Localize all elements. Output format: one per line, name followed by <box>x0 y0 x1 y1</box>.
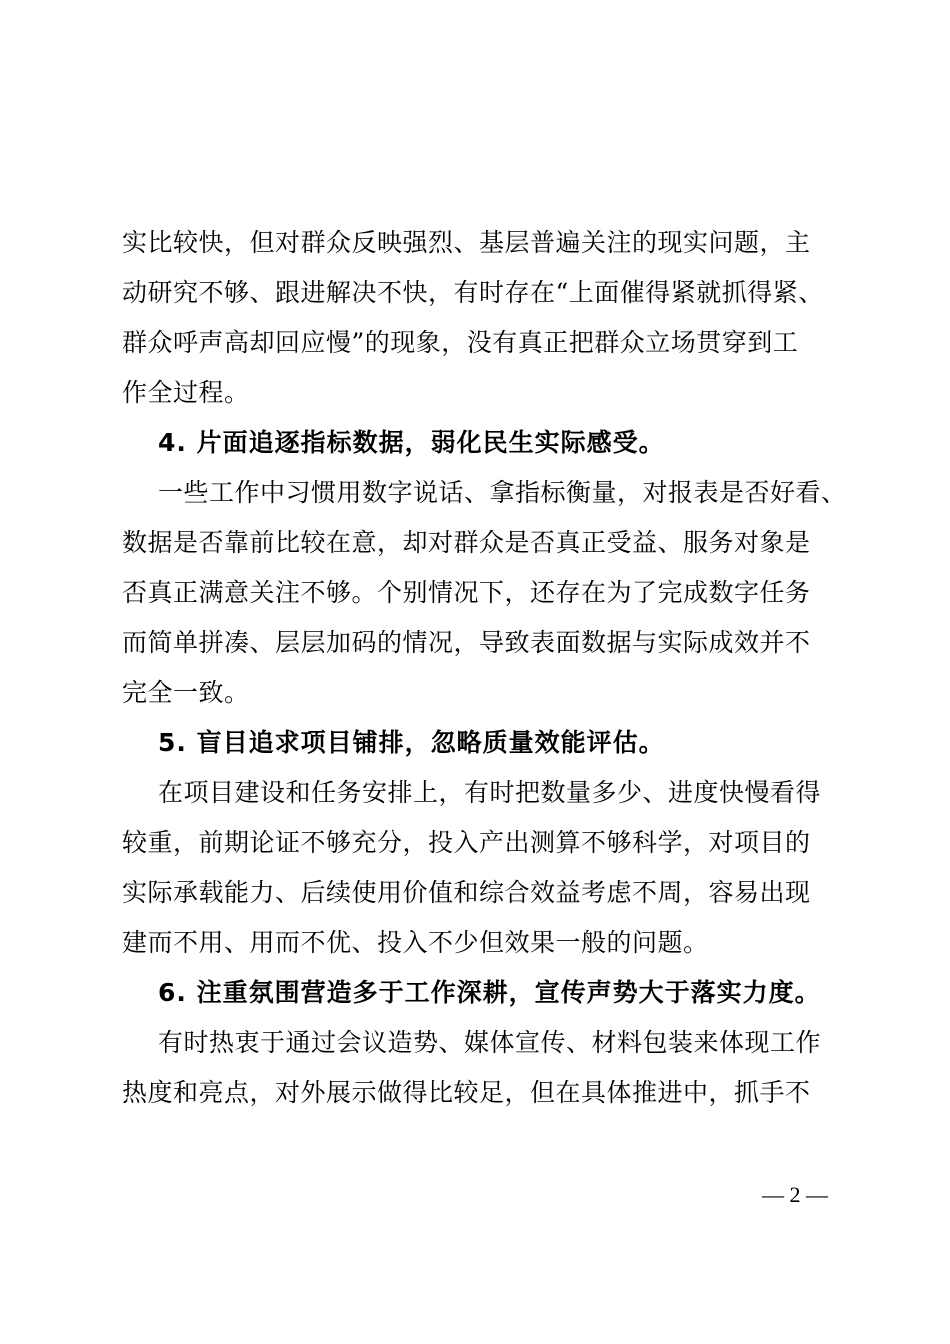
section-heading: 5. 盲目追求项目铺排，忽略质量效能评估。 <box>158 728 665 757</box>
document-body <box>122 218 847 1118</box>
section-heading: 4. 片面追逐指标数据，弱化民生实际感受。 <box>158 428 665 457</box>
paragraph-line: 完全一致。 <box>122 678 250 707</box>
paragraph-line: 热度和亮点，对外展示做得比较足，但在具体推进中，抓手不 <box>122 1078 811 1107</box>
paragraph-line: 作全过程。 <box>122 378 250 407</box>
paragraph-line: 群众呼声高却回应慢”的现象，没有真正把群众立场贯穿到工 <box>122 328 799 357</box>
paragraph-line: 数据是否靠前比较在意，却对群众是否真正受益、服务对象是 <box>122 528 811 557</box>
page-number: — 2 — <box>762 1182 828 1207</box>
paragraph-line: 建而不用、用而不优、投入不少但效果一般的问题。 <box>122 928 709 957</box>
paragraph-line: 而简单拼凑、层层加码的情况，导致表面数据与实际成效并不 <box>122 628 811 657</box>
paragraph-line: 一些工作中习惯用数字说话、拿指标衡量，对报表是否好看、 <box>158 478 847 507</box>
paragraph-line: 动研究不够、跟进解决不快，有时存在“上面催得紧就抓得紧、 <box>122 278 824 307</box>
paragraph-line: 实际承载能力、后续使用价值和综合效益考虑不周，容易出现 <box>122 878 811 907</box>
section-heading: 6. 注重氛围营造多于工作深耕，宣传声势大于落实力度。 <box>158 978 821 1007</box>
paragraph-line: 有时热衷于通过会议造势、媒体宣传、材料包装来体现工作 <box>158 1028 822 1057</box>
paragraph-line: 较重，前期论证不够充分，投入产出测算不够科学，对项目的 <box>122 828 811 857</box>
paragraph-line: 在项目建设和任务安排上，有时把数量多少、进度快慢看得 <box>158 778 822 807</box>
paragraph-line: 实比较快，但对群众反映强烈、基层普遍关注的现实问题，主 <box>122 228 811 257</box>
paragraph-line: 否真正满意关注不够。个别情况下，还存在为了完成数字任务 <box>122 578 811 607</box>
